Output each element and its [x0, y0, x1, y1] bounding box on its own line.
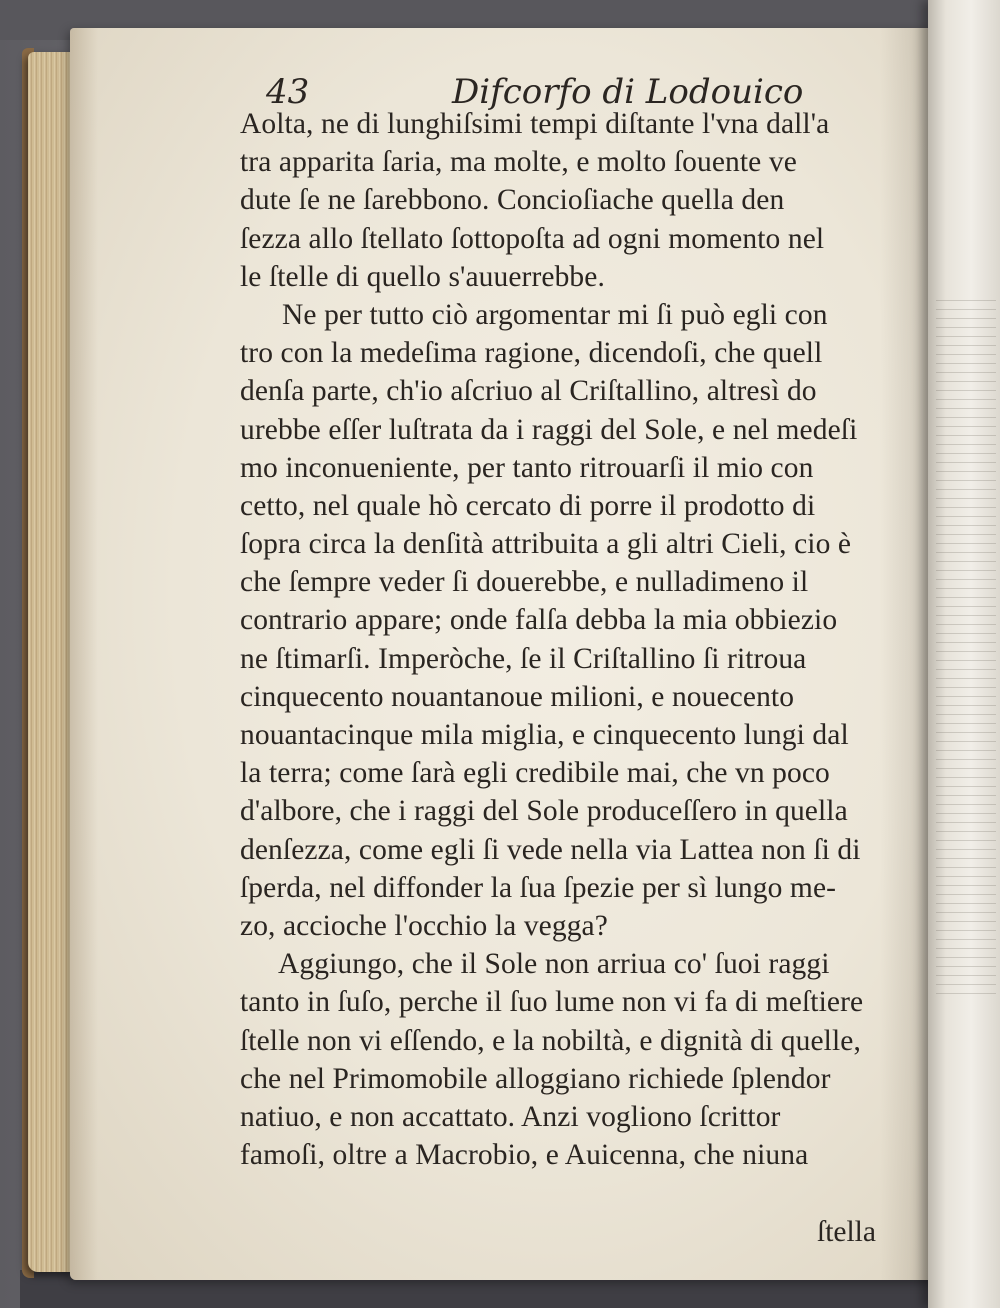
text-line: urebbe eſſer luſtrata da i raggi del Sole, e nel medeſi [240, 413, 858, 446]
text-line: ne ſtimarſi. Imperòche, ſe il Criſtallino ſi ritroua [240, 642, 807, 675]
text-line: tanto in ſuſo, perche il ſuo lume non vi fa di meſtiere [240, 986, 864, 1019]
text-line: cinquecento nouantanoue milioni, e nouecento [240, 680, 795, 713]
text-line: cetto, nel quale hò cercato di porre il prodotto di [240, 489, 816, 522]
text-line: ſperda, nel diffonder la ſua ſpezie per sì lungo me- [240, 871, 837, 904]
text-line: nouantacinque mila miglia, e cinquecento lungi dal [240, 719, 849, 751]
text-line: dute ſe ne ſarebbono. Concioſiache quella den [240, 184, 785, 217]
text-line: denſezza, come egli ſi vede nella via Lattea non ſi di [240, 833, 861, 866]
text-line: tro con la medeſima ragione, dicendoſi, che quell [240, 337, 823, 370]
text-line: ſtelle non vi eſſendo, e la nobiltà, e dignità di quelle, [240, 1024, 861, 1057]
text-line: famoſi, oltre a Macrobio, e Auicenna, che niuna [240, 1139, 809, 1172]
running-head: Difcorfo di Lodouico [452, 72, 804, 112]
text-line: Aggiungo, che il Sole non arriua co' ſuoi raggi [278, 948, 830, 981]
text-line: che nel Primomobile alloggiano richiede ſplendor [240, 1062, 831, 1095]
catchword: ſtella [817, 1216, 876, 1248]
text-line: mo inconueniente, per tanto ritrouarſi il mio con [240, 451, 814, 484]
text-line: tra apparita ſaria, ma molte, e molto ſouente ve [240, 146, 797, 179]
text-line: Ne per tutto ciò argomentar mi ſi può egli con [282, 298, 828, 331]
text-line: ſopra circa la denſità attribuita a gli altri Cieli, cio è [240, 528, 852, 561]
text-line: Aolta, ne di lunghiſsimi tempi diſtante l'vna dall'a [240, 108, 830, 140]
text-line: natiuo, e non accattato. Anzi vogliono ſcrittor [240, 1100, 781, 1133]
text-line: zo, accioche l'occhio la vegga? [240, 909, 608, 942]
text-line: le ſtelle di quello s'auuerrebbe. [240, 260, 605, 293]
text-line: d'albore, che i raggi del Sole produceſſero in quella [240, 795, 848, 828]
margin-bleed-through [180, 352, 240, 366]
text-line: ſezza allo ſtellato ſottopoſta ad ogni momento nel [240, 222, 825, 255]
book-fore-edge [28, 52, 74, 1272]
facing-page-bleed-lines [936, 300, 996, 1000]
text-line: contrario appare; onde falſa debba la mia obbiezio [240, 604, 838, 637]
text-line: che ſempre veder ſi douerebbe, e nulladimeno il [240, 566, 809, 599]
body-text [240, 105, 940, 1174]
text-line: denſa parte, ch'io aſcriuo al Criſtallino, altresì do [240, 375, 817, 408]
text-line: la terra; come ſarà egli credibile mai, che vn poco [240, 757, 830, 790]
page-number: 43 [266, 72, 310, 112]
